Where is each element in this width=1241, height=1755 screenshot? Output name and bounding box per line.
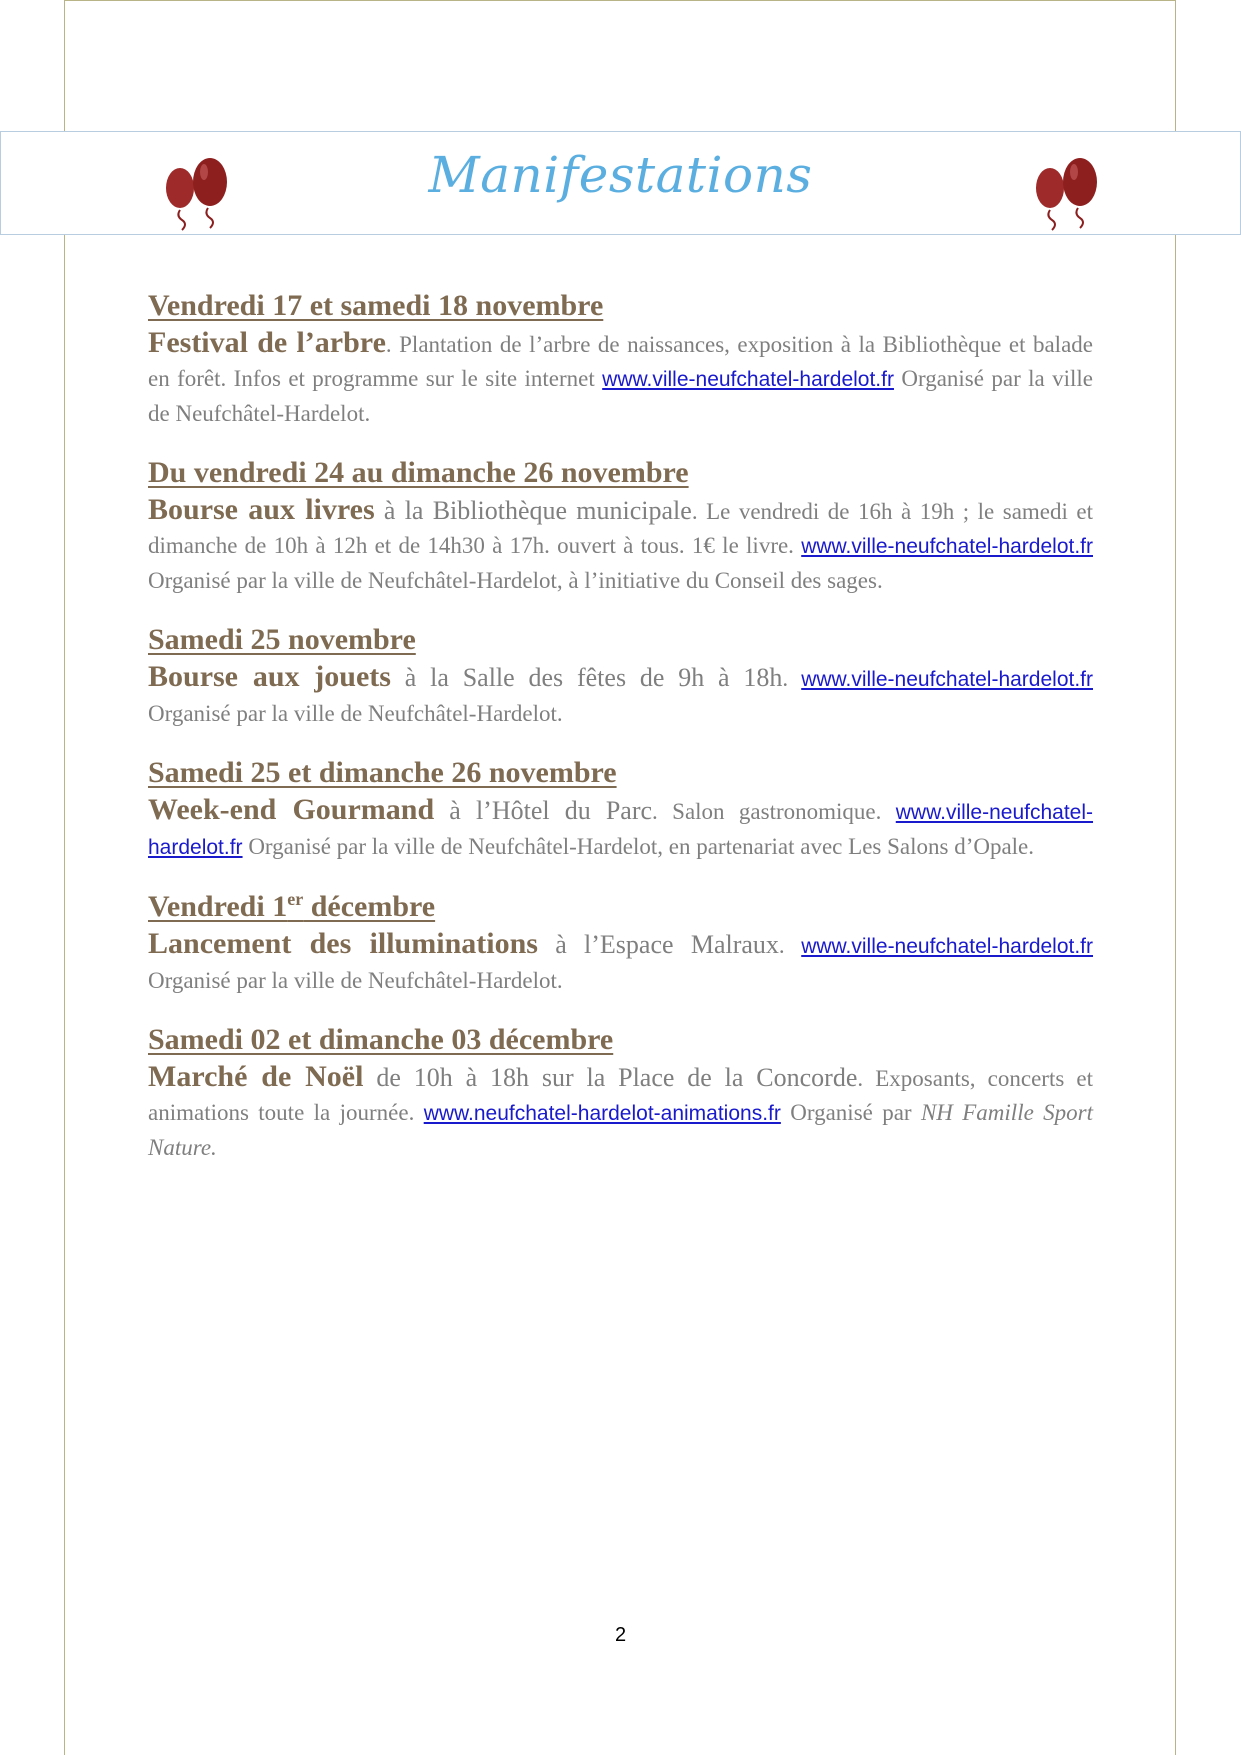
event-organizer: NH Famille Sport Nature — [148, 1100, 1093, 1160]
event-text: . — [778, 933, 802, 958]
event-item — [148, 1020, 1093, 1165]
event-description — [148, 660, 1093, 731]
event-description — [148, 1060, 1093, 1165]
event-name: Festival de l’arbre — [148, 326, 386, 359]
event-item — [148, 286, 1093, 431]
balloon-icon — [164, 152, 240, 232]
event-date — [148, 887, 1093, 927]
event-name: Marché de Noël — [148, 1060, 364, 1093]
event-link[interactable]: www.neufchatel-hardelot-animations.fr — [423, 1102, 781, 1125]
event-location: de 10h à 18h sur la Place de la Concorde — [363, 1063, 858, 1092]
event-name: Week-end Gourmand — [148, 793, 435, 826]
event-link[interactable]: www.ville-neufchatel-hardelot.fr — [801, 668, 1093, 691]
event-date: Samedi 02 et dimanche 03 décembre — [148, 1023, 614, 1056]
event-link[interactable]: www.ville-neufchatel-hardelot.fr — [801, 535, 1093, 558]
event-item — [148, 887, 1093, 998]
event-item — [148, 753, 1093, 865]
event-link[interactable]: www.ville-neufchatel-hardelot.fr — [602, 368, 894, 391]
event-location: à la Bibliothèque municipale — [374, 496, 692, 525]
event-organizer-text: Organisé par la ville de Neufchâtel-Hardelot. — [148, 366, 1093, 426]
event-description — [148, 927, 1093, 998]
event-description — [148, 493, 1093, 598]
page-number: 2 — [614, 1624, 627, 1646]
event-text: . Exposants, concerts et animations toute la journée. — [148, 1066, 1093, 1125]
events-list — [148, 286, 1093, 1187]
event-location: à l’Hôtel du Parc — [434, 796, 653, 825]
event-link[interactable]: www.ville-neufchatel-hardelot.fr — [148, 801, 1094, 859]
event-text: . — [782, 666, 802, 691]
event-location: à la Salle des fêtes de 9h à 18h — [390, 663, 783, 692]
event-organizer-text: Organisé par la ville de Neufchâtel-Hardelot. — [148, 701, 563, 726]
event-text: . Plantation de l’arbre de naissances, exposition à la Bibliothèque et balade en forêt. Infos et programme sur le site internet — [148, 332, 1093, 391]
event-date-month: décembre — [303, 890, 436, 923]
event-name: Bourse aux livres — [148, 493, 375, 526]
event-date: Samedi 25 et dimanche 26 novembre — [148, 756, 617, 789]
event-location: à l’Espace Malraux — [537, 930, 779, 959]
event-name: Bourse aux jouets — [148, 660, 391, 693]
event-item — [148, 620, 1093, 731]
event-date: Du vendredi 24 au dimanche 26 novembre — [148, 456, 689, 489]
page-title: Manifestations — [428, 146, 813, 204]
event-organizer-text: Organisé par la ville de Neufchâtel-Hardelot, à l’initiative du Conseil des sages. — [148, 568, 883, 593]
event-end-punct: . — [211, 1135, 217, 1160]
event-text: . Le vendredi de 16h à 19h ; le samedi et dimanche de 10h à 12h et de 14h30 à 17h. ouvert à tous. 1€ le livre. — [148, 499, 1093, 558]
event-link[interactable]: www.ville-neufchatel-hardelot.fr — [801, 935, 1094, 958]
event-date-main: Vendredi 1 — [148, 890, 288, 923]
event-description — [148, 793, 1093, 865]
event-organizer-text: Organisé par la ville de Neufchâtel-Hardelot, en partenariat avec Les Salons d’Opale. — [242, 834, 1035, 859]
event-organizer-text: Organisé par — [780, 1100, 921, 1125]
event-organizer-text: Organisé par la ville de Neufchâtel-Hardelot. — [148, 968, 563, 993]
event-date: Samedi 25 novembre — [148, 623, 416, 656]
event-text: . Salon gastronomique. — [652, 799, 896, 824]
event-date-suffix: er — [287, 889, 304, 909]
event-item — [148, 453, 1093, 598]
event-name: Lancement des illuminations — [148, 927, 538, 960]
event-description — [148, 326, 1093, 431]
event-date: Vendredi 17 et samedi 18 novembre — [148, 289, 604, 322]
balloon-icon — [1034, 152, 1110, 232]
